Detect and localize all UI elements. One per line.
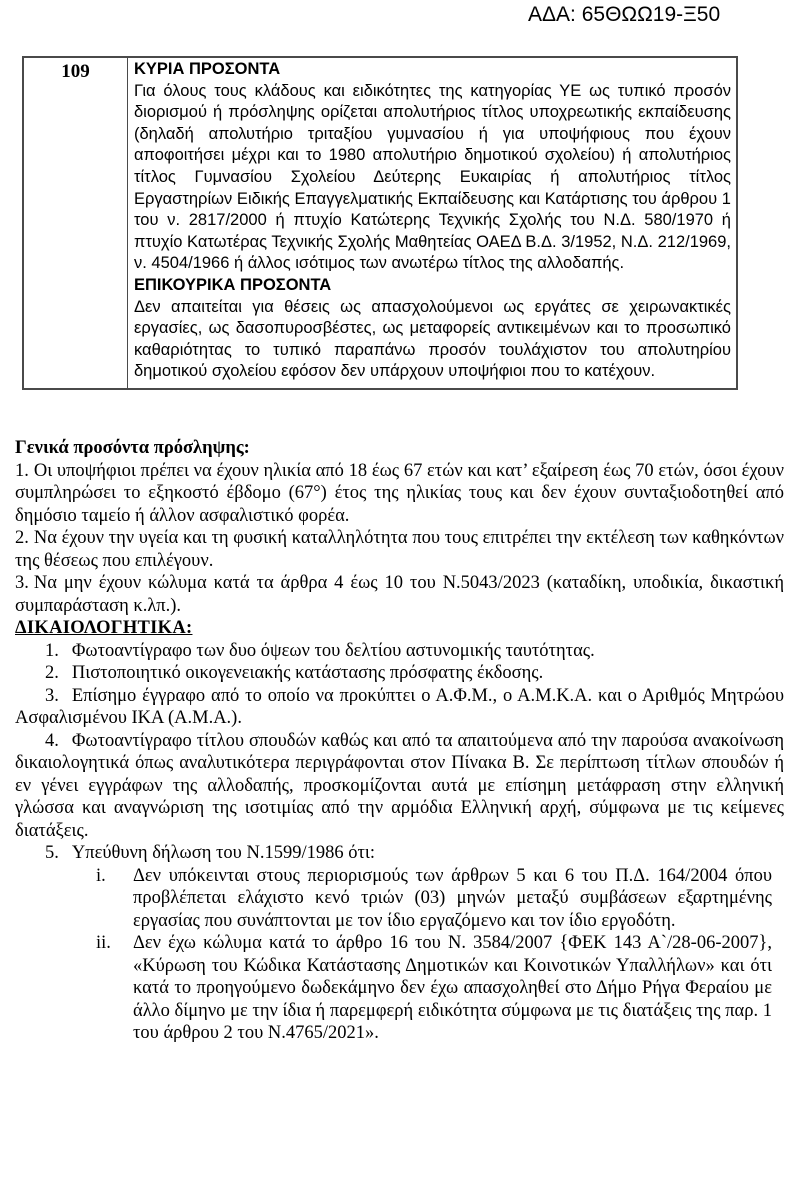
subitem-text: Δεν έχω κώλυμα κατά το άρθρο 16 του Ν. 3584/2007 {ΦΕΚ 143 Α`/28-06-2007}, «Κύρωση του Κώδικα Κατάστασης Δημοτικών και Κοινοτικών Υπαλλήλων» και ότι κατά το προηγούμενο δωδεκάμηνο δεν έχω απασχοληθεί στο Δήμο Ρήγα Φεραίου με άλλο δίμηνο με την ίδια ή παρεμφερή ειδικότητα σύμφωνα με τις διατάξεις της παρ. 1 του άρθρου 2 του Ν.4765/2021». xyxy=(133,933,772,1043)
general-qualifications-heading: Γενικά προσόντα πρόσληψης: xyxy=(15,438,250,458)
general-qualification-item xyxy=(15,572,784,617)
item-text: Να μην έχουν κώλυμα κατά τα άρθρα 4 έως 10 του Ν.5043/2023 (καταδίκη, υποδικία, δικαστική συμπαράσταση κ.λπ.). xyxy=(15,573,784,616)
auxiliary-qualifications-text: Δεν απαιτείται για θέσεις ως απασχολούμενοι ως εργάτες σε χειρωνακτικές εργασίες, ως δασοπυροσβέστες, ως μεταφορείς αντικειμένων και το προσωπικό καθαριότητας το τυπικό παραπάνω προσόν τουλάχιστον του απολυτηρίου δημοτικού σχολείου εφόσον δεν υπάρχουν υποψήφιοι που το κατέχουν. xyxy=(134,297,731,381)
item-number: 4. xyxy=(45,730,59,751)
item-number: 3. xyxy=(15,573,29,593)
ada-code: ΑΔΑ: 65ΘΩΩ19-Ξ50 xyxy=(528,3,721,26)
supporting-document-item xyxy=(15,730,784,843)
item-text: Πιστοποιητικό οικογενειακής κατάστασης πρόσφατης έκδοσης. xyxy=(71,663,544,683)
supporting-document-item xyxy=(15,662,784,685)
declaration-subitem xyxy=(96,865,772,933)
item-text: Οι υποψήφιοι πρέπει να έχουν ηλικία από 18 έως 67 ετών και κατ’ εξαίρεση έως 70 ετών, όσοι έχουν συμπληρώσει το εξηκοστό έβδομο (67°) έτος της ηλικίας τους και δεν έχουν συνταξιοδοτηθεί από δημόσιο ταμείο ή άλλον ασφαλιστικό φορέα. xyxy=(15,460,784,526)
general-qualification-item xyxy=(15,527,784,572)
item-number: 3. xyxy=(45,685,59,706)
item-number: 2. xyxy=(15,528,29,548)
qualifications-table xyxy=(22,56,738,390)
declaration-subitem xyxy=(96,932,772,1045)
supporting-documents-heading: ΔΙΚΑΙΟΛΟΓΗΤΙΚΑ: xyxy=(15,618,193,638)
item-number: 2. xyxy=(45,663,59,683)
subitem-number: i. xyxy=(96,865,106,886)
item-text: Υπεύθυνη δήλωση του Ν.1599/1986 ότι: xyxy=(71,843,376,863)
main-qualifications-text: Για όλους τους κλάδους και ειδικότητες της κατηγορίας ΥΕ ως τυπικό προσόν διορισμού ή πρόσληψης ορίζεται απολυτήριος τίτλος υποχρεωτικής εκπαίδευσης (δηλαδή απολυτήριο τριταξίου γυμνασίου ή για υποψήφιους που έχουν αποφοιτήσει μέχρι και το 1980 απολυτήριο δημοτικού σχολείου) ή απολυτήριος τίτλος Γυμνασίου Σχολείου Δεύτερης Ευκαιρίας ή απολυτήριος τίτλος Εργαστηρίων Ειδικής Επαγγελματικής Εκπαίδευσης και Κατάρτισης του άρθρου 1 του ν. 2817/2000 ή πτυχίο Κατώτερης Τεχνικής Σχολής του Ν.Δ. 580/1970 ή πτυχίο Κατωτέρας Τεχνικής Σχολής Μαθητείας ΟΑΕΔ Β.Δ. 3/1952, Ν.Δ. 212/1969, ν. 4504/1966 ή άλλος ισότιμος των ανωτέρω τίτλος της αλλοδαπής. xyxy=(134,81,731,273)
row-number-cell xyxy=(24,58,128,388)
auxiliary-qualifications-heading: ΕΠΙΚΟΥΡΙΚΑ ΠΡΟΣΟΝΤΑ xyxy=(134,275,332,294)
supporting-document-item xyxy=(15,640,784,663)
item-number: 5. xyxy=(45,843,59,863)
qualifications-cell xyxy=(128,58,736,388)
supporting-document-item xyxy=(15,685,784,730)
item-text: Να έχουν την υγεία και τη φυσική καταλληλότητα που τους επιτρέπει την εκτέλεση των καθηκόντων της θέσεως που επιλέγουν. xyxy=(15,528,784,571)
document-body xyxy=(15,437,784,1045)
row-number: 109 xyxy=(61,61,90,82)
item-number: 1. xyxy=(45,640,59,661)
subitem-text: Δεν υπόκεινται στους περιορισμούς των άρθρων 5 και 6 του Π.Δ. 164/2004 όπου προβλέπεται ελάχιστο κενό τριών (03) μηνών μεταξύ συμβάσεων εξαρτημένης εργασίας που συνάπτονται με τον ίδιο εργαζόμενο και τον ίδιο εργοδότη. xyxy=(133,865,772,931)
main-qualifications-heading: ΚΥΡΙΑ ΠΡΟΣΟΝΤΑ xyxy=(134,60,281,78)
general-qualification-item xyxy=(15,460,784,528)
item-text: Φωτοαντίγραφο τίτλου σπουδών καθώς και από τα απαιτούμενα από την παρούσα ανακοίνωση δικαιολογητικά όπως αναλυτικότερα περιγράφονται στον Πίνακα Β. Σε περίπτωση τίτλων σπουδών ή εν γένει εγγράφων της αλλοδαπής, προσκομίζονται αυτά με επίσημη μετάφραση στην ελληνική γλώσσα και αναγνώριση της ισοτιμίας από την αρμόδια Ελληνική αρχή, σύμφωνα με τις κείμενες διατάξεις. xyxy=(15,730,784,841)
subitem-number: ii. xyxy=(96,933,111,953)
item-text: Επίσημο έγγραφο από το οποίο να προκύπτει ο Α.Φ.Μ., ο Α.Μ.Κ.Α. και ο Αριθμός Μητρώου Ασφαλισμένου ΙΚΑ (Α.Μ.Α.). xyxy=(15,685,784,728)
item-number: 1. xyxy=(15,460,29,481)
supporting-document-item xyxy=(15,842,784,865)
item-text: Φωτοαντίγραφο των δυο όψεων του δελτίου αστυνομικής ταυτότητας. xyxy=(71,640,595,661)
